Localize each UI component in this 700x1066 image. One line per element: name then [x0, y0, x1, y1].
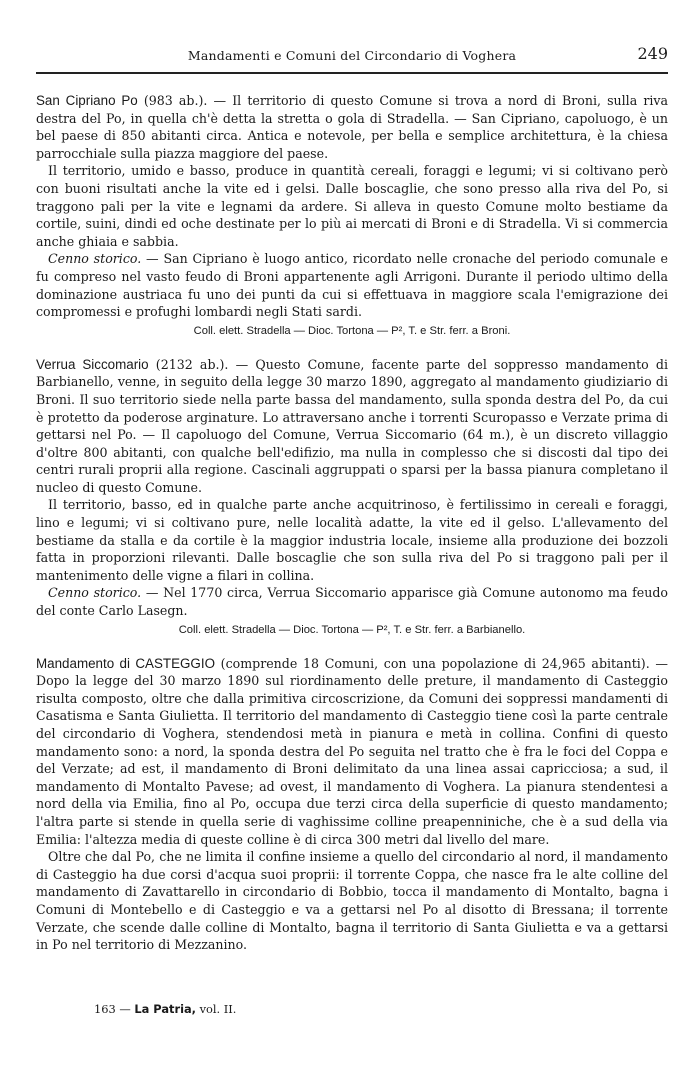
cenno-storico-label: Cenno storico.	[48, 251, 142, 267]
entry-san-cipriano-intro	[36, 92, 668, 162]
entry-text: (comprende 18 Comuni, con una popolazione di 24,965 abitanti). — Dopo la legge del 30 marzo 1890 sul riordinamento delle preture, il mandamento di Casteggio risulta composto, oltre che dalla primitiva circoscrizione, da Comuni dei soppressi mandamenti di Casatisma e Santa Giulietta. Il territorio del mandamento di Casteggio tiene così la parte centrale del circondario di Voghera, stendendosi metà in pianura e metà in collina. Confini di questo mandamento sono: a nord, la sponda destra del Po seguita nel tratto che è fra le foci del Coppa e del Verzate; ad est, il mandamento di Broni delimitato da una linea assai capricciosa; a sud, il mandamento di Montalto Pavese; ad ovest, il mandamento di Voghera. La pianura stendentesi a nord della via Emilia, fino al Po, occupa due terzi circa della superficie di questo mandamento; l'altra parte si stende in quella serie di vaghissime colline preapenniniche, che è a sud della via Emilia: l'altezza media di queste colline è di circa 300 metri dal livello del mare.	[36, 655, 668, 847]
footer-volume: vol. II.	[196, 1002, 237, 1016]
entry-verrua-territory: Il territorio, basso, ed in qualche parte anche acquitrinoso, è fertilissimo in cereali e foraggi, lino e legumi; vi si coltivano pure, nelle località adatte, la vite ed il gelso. L'allevamento del bestiame da stalla e da cortile è la maggior industria locale, insieme alla produzione dei bozzoli fatta in proporzioni rilevanti. Dalle boscaglie che son sulla riva del Po si traggono pali per il mantenimento delle vigne a filari in collina.	[36, 497, 668, 583]
entry-casteggio-waters: Oltre che dal Po, che ne limita il confine insieme a quello del circondario al nord, il mandamento di Casteggio ha due corsi d'acqua suoi proprii: il torrente Coppa, che nasce fra le alte colline del mandamento di Zavattarello in circondario di Bobbio, tocca il mandamento di Montalto, bagna i Comuni di Montebello e di Casteggio e va a gettarsi nel Po al disotto di Bressana; il torrente Verzate, che scende dalle colline di Montalto, bagna il territorio di Santa Giulietta e va a gettarsi in Po nel territorio di Mezzanino.	[36, 849, 668, 953]
footer-signature: 163 —	[94, 1002, 135, 1016]
entry-heading: Mandamento di CASTEGGIO	[36, 655, 215, 671]
spacer	[36, 340, 668, 356]
cenno-storico-label: Cenno storico.	[48, 585, 142, 601]
cenno-storico-text: — San Cipriano è luogo antico, ricordato nelle cronache del periodo comunale e fu compreso nel vasto feudo di Broni appartenente agli Arrigoni. Durante il periodo ultimo della dominazione austriaca fu uno dei punti da cui si effettuava in maggiore scala l'emigrazione dei compromessi e profughi lombardi negli Stati sardi.	[36, 251, 668, 320]
entry-san-cipriano-history	[36, 250, 668, 320]
entry-verrua-history	[36, 584, 668, 619]
spacer	[36, 639, 668, 655]
footer	[94, 1002, 236, 1016]
entry-verrua-intro	[36, 356, 668, 497]
cenno-storico-text: — Nel 1770 circa, Verrua Siccomario apparisce già Comune autonomo ma feudo del conte Carlo Lasegn.	[36, 585, 669, 619]
entry-text: (2132 ab.). — Questo Comune, facente parte del soppresso mandamento di Barbianello, venne, in seguito della legge 30 marzo 1890, aggregato al mandamento giudiziario di Broni. Il suo territorio siede nella parte bassa del mandamento, sulla sponda destra del Po, da cui è protetto da poderose arginature. Lo attraversano anche i torrenti Scuropasso e Verzate prima di gettarsi nel Po. — Il capoluogo del Comune, Verrua Siccomario (64 m.), è un discreto villaggio d'oltre 800 abitanti, con qualche bell'edifizio, ma nulla in complesso che si discosti dal tipo dei centri rurali proprii alla regione. Cascinali aggruppati o sparsi per la bassa pianura completano il nucleo di questo Comune.	[36, 356, 668, 495]
entry-heading: Verrua Siccomario	[36, 356, 149, 372]
running-title: Mandamenti e Comuni del Circondario di Voghera	[187, 48, 517, 63]
page	[36, 0, 668, 1066]
running-head	[36, 44, 668, 66]
entry-verrua-coll: Coll. elett. Stradella — Dioc. Tortona — P², T. e Str. ferr. a Barbianello.	[178, 623, 526, 636]
entry-heading: San Cipriano Po	[36, 93, 138, 108]
body-text	[36, 92, 668, 954]
entry-casteggio-intro	[36, 655, 668, 849]
page-number: 249	[637, 44, 668, 63]
header-rule	[36, 72, 668, 74]
entry-san-cipriano-territory: Il territorio, umido e basso, produce in quantità cereali, foraggi e legumi; vi si coltivano però con buoni risultati anche la vite ed i gelsi. Dalle boscaglie, che sono presso alla riva del Po, si traggono pali per la vite e legnami da ardere. Si alleva in questo Comune molto bestiame da cortile, suini, dindi ed oche destinate per lo più ai mercati di Broni e di Stradella. Vi si commercia anche ghiaia e sabbia.	[36, 163, 668, 249]
entry-text: (983 ab.). — Il territorio di questo Comune si trova a nord di Broni, sulla riva destra del Po, in quella ch'è detta la stretta o gola di Stradella. — San Cipriano, capoluogo, è un bel paese di 850 abitanti circa. Antica e notevole, per bella e semplice architettura, è la chiesa parrocchiale sulla piazza maggiore del paese.	[36, 93, 668, 161]
entry-san-cipriano-coll: Coll. elett. Stradella — Dioc. Tortona — P², T. e Str. ferr. a Broni.	[193, 324, 511, 337]
footer-work-title: La Patria,	[134, 1002, 196, 1016]
